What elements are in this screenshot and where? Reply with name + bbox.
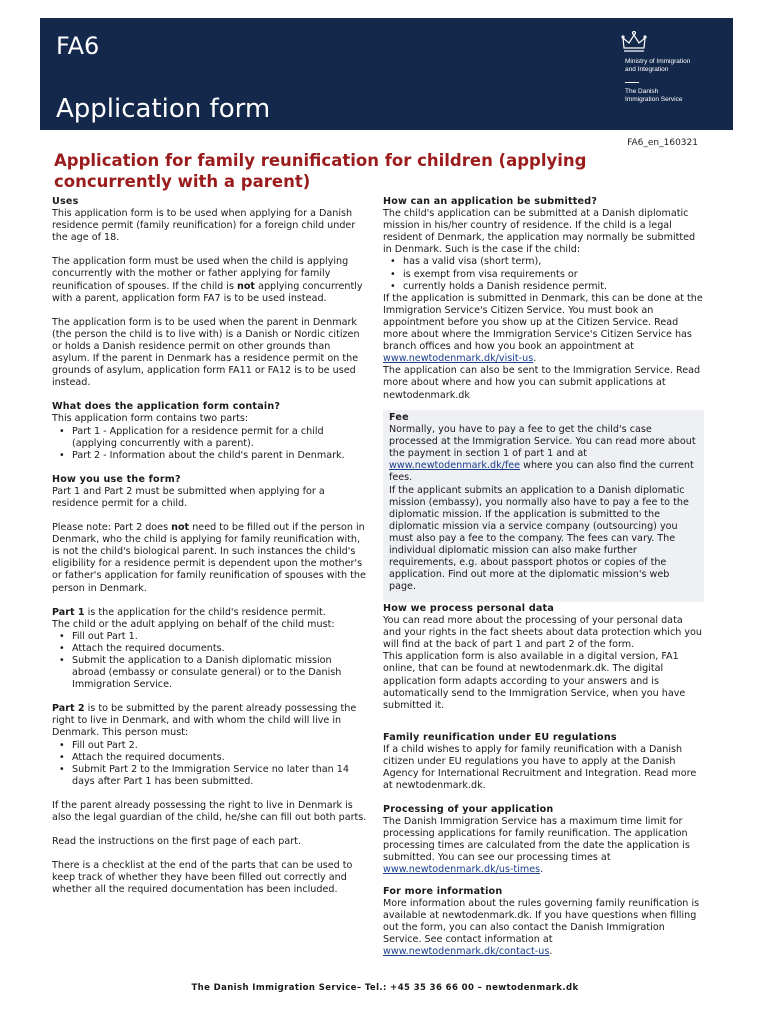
ministry-logo-text: Ministry of Immigration and Integration — [625, 58, 691, 73]
us-times-link[interactable]: www.newtodenmark.dk/us-times — [383, 864, 541, 876]
uses-paragraph-2: The application form must be used when the child is applying concurrently with the mother or father applying for family reunification of spouses. If the child is not applying concurrently with a parent, application form FA7 is to be used instead. — [52, 256, 363, 304]
processing-section — [383, 804, 703, 877]
fee-heading: Fee — [389, 412, 409, 423]
submit-paragraph-1: The child's application can be submitted at a Danish diplomatic mission in his/her country of residence. If the child is a legal resident of Denmark, the application may normally be submitted in Denmark. Such is the case if the child: — [383, 208, 696, 256]
eu-section — [383, 732, 703, 792]
fee-paragraph-2: If the applicant submits an application to a Danish diplomatic mission (embassy), you normally also have to pay a fee to the diplomatic mission. If the application is submitted to the diplomatic mission via a service company (outsourcing) you must also pay a fee to the company. The fees can vary. The individual diplomatic mission can also make further requirements, e.g. about passport photos or copies of the application. Find out more at the diplomatic mission's web page. — [389, 484, 689, 593]
eu-paragraph: If a child wishes to apply for family reunification with a Danish citizen under EU regulations you have to apply at the Danish Agency for International Recruitment and Integration. Read more at newtodenmark.dk. — [383, 744, 697, 792]
list-item: • Attach the required documents. — [52, 643, 368, 655]
contain-intro: This application form contains two parts: — [52, 413, 249, 425]
list-item: • Part 2 - Information about the child's parent in Denmark. — [52, 450, 368, 462]
list-item: • Part 1 - Application for a residence permit for a child (applying concurrently with a parent). — [52, 426, 368, 450]
part1-list — [52, 631, 368, 691]
list-item: • is exempt from visa requirements or — [383, 269, 703, 281]
submit-list — [383, 256, 703, 292]
form-code: FA6 — [56, 32, 100, 60]
more-info-section — [383, 886, 703, 959]
more-info-paragraph: More information about the rules governing family reunification is available at newtodenmark.dk. If you have questions when filling out the form, you can also contact the Danish Immigration Service. See contact information at www.newtodenmark.dk/contact-us. — [383, 898, 700, 958]
list-item: • currently holds a Danish residence permit. — [383, 281, 703, 293]
logo-divider — [625, 82, 639, 83]
list-item: • Attach the required documents. — [52, 752, 368, 764]
part1-line2: The child or the adult applying on behalf of the child must: — [52, 618, 335, 630]
eu-heading: Family reunification under EU regulations — [383, 732, 617, 743]
fee-box — [383, 410, 704, 602]
guardian-paragraph: If the parent already possessing the right to live in Denmark is also the legal guardian of the child, he/she can fill out both parts. — [52, 799, 367, 824]
uses-paragraph-3: The application form is to be used when the parent in Denmark (the person the child is to live with) is a Danish or Nordic citizen or holds a Danish residence permit on other grounds than asylum. If the parent in Denmark has a residence permit on the grounds of asylum, application form FA11 or FA12 is to be used instead. — [52, 316, 360, 389]
how-use-paragraph: Part 1 and Part 2 must be submitted when applying for a residence permit for a child. — [52, 485, 325, 509]
form-id: FA6_en_160321 — [627, 138, 698, 148]
checklist-paragraph: There is a checklist at the end of the parts that can be used to keep track of whether they have been filled out correctly and whether all the required documentation has been included. — [52, 860, 353, 896]
personal-data-section — [383, 603, 703, 712]
note-paragraph: Please note: Part 2 does not need to be filled out if the person in Denmark, who the child is applying for family reunification with, is not the child's biological parent. In such instances the child's eligibility for a residence permit is dependent upon the mother's or father's application for family reunification of spouses with the person in Denmark. — [52, 522, 366, 594]
data-paragraph-1: You can read more about the processing of your personal data and your rights in the fact sheets about data protection which you will find at the back of part 1 and part 2 of the form. — [383, 615, 703, 651]
processing-heading: Processing of your application — [383, 804, 554, 815]
part2-paragraph: Part 2 is to be submitted by the parent already possessing the right to live in Denmark, and with whom the child will live in Denmark. This person must: — [52, 703, 357, 739]
uses-heading: Uses — [52, 196, 79, 207]
list-item: • Submit the application to a Danish diplomatic mission abroad (embassy or consulate general) or to the Danish Immigration Service. — [52, 655, 368, 691]
visit-us-link[interactable]: www.newtodenmark.dk/visit-us — [383, 353, 534, 365]
contain-list — [52, 426, 368, 462]
data-paragraph-2: This application form is also available in a digital version, FA1 online, that can be found at newtodenmark.dk. The digital application form adapts according to your answers and is automatically send to the Immigration Service, when you have submitted it. — [383, 651, 686, 711]
submit-heading: How can an application be submitted? — [383, 196, 598, 207]
part2-list — [52, 740, 368, 788]
contain-heading: What does the application form contain? — [52, 401, 281, 413]
contact-us-link[interactable]: www.newtodenmark.dk/contact-us — [383, 946, 550, 958]
uses-paragraph-1: This application form is to be used when applying for a Danish residence permit (family reunification) for a foreign child under the age of 18. — [52, 208, 356, 244]
submit-paragraph-3: The application can also be sent to the Immigration Service. Read more about where and how you can submit applications at newtodenmark.dk — [383, 365, 701, 401]
left-column — [52, 196, 368, 909]
more-info-heading: For more information — [383, 886, 503, 897]
list-item: • Fill out Part 2. — [52, 740, 368, 752]
agency-logo-text: The Danish Immigration Service — [625, 88, 683, 103]
list-item: • Submit Part 2 to the Immigration Service no later than 14 days after Part 1 has been submitted. — [52, 764, 368, 788]
how-use-heading: How you use the form? — [52, 473, 181, 485]
list-item: • Fill out Part 1. — [52, 631, 368, 643]
data-heading: How we process personal data — [383, 603, 555, 614]
read-paragraph: Read the instructions on the first page of each part. — [52, 836, 301, 848]
fee-link[interactable]: www.newtodenmark.dk/fee — [389, 460, 521, 472]
list-item: • has a valid visa (short term), — [383, 256, 703, 268]
fee-paragraph-1: Normally, you have to pay a fee to get the child's case processed at the Immigration Service. You can read more about the payment in section 1 of part 1 and at www.newtodenmark.dk/fee where you can also find the current fees. — [389, 424, 696, 484]
header-title: Application form — [56, 94, 271, 124]
submit-paragraph-2: If the application is submitted in Denmark, this can be done at the Immigration Service's Citizen Service. You must book an appointment before you show up at the Citizen Service. Read more about where the Immigration Service's Citizen Service has branch offices and how you book an appointment at www.newtodenmark.dk/visit-us. — [383, 292, 703, 365]
page-title: Application for family reunification for children (applying concurrently with a parent) — [54, 151, 587, 191]
processing-paragraph: The Danish Immigration Service has a maximum time limit for processing applications for family reunification. The application processing times are calculated from the date the application is submitted. You can see our processing times at www.newtodenmark.dk/us-times. — [383, 816, 690, 876]
right-column-submit — [383, 196, 703, 402]
crown-icon — [620, 30, 648, 54]
part1-paragraph: Part 1 is the application for the child's residence permit. — [52, 606, 326, 618]
footer: The Danish Immigration Service– Tel.: +45 35 36 66 00 – newtodenmark.dk — [191, 983, 579, 993]
header-banner — [40, 18, 733, 130]
